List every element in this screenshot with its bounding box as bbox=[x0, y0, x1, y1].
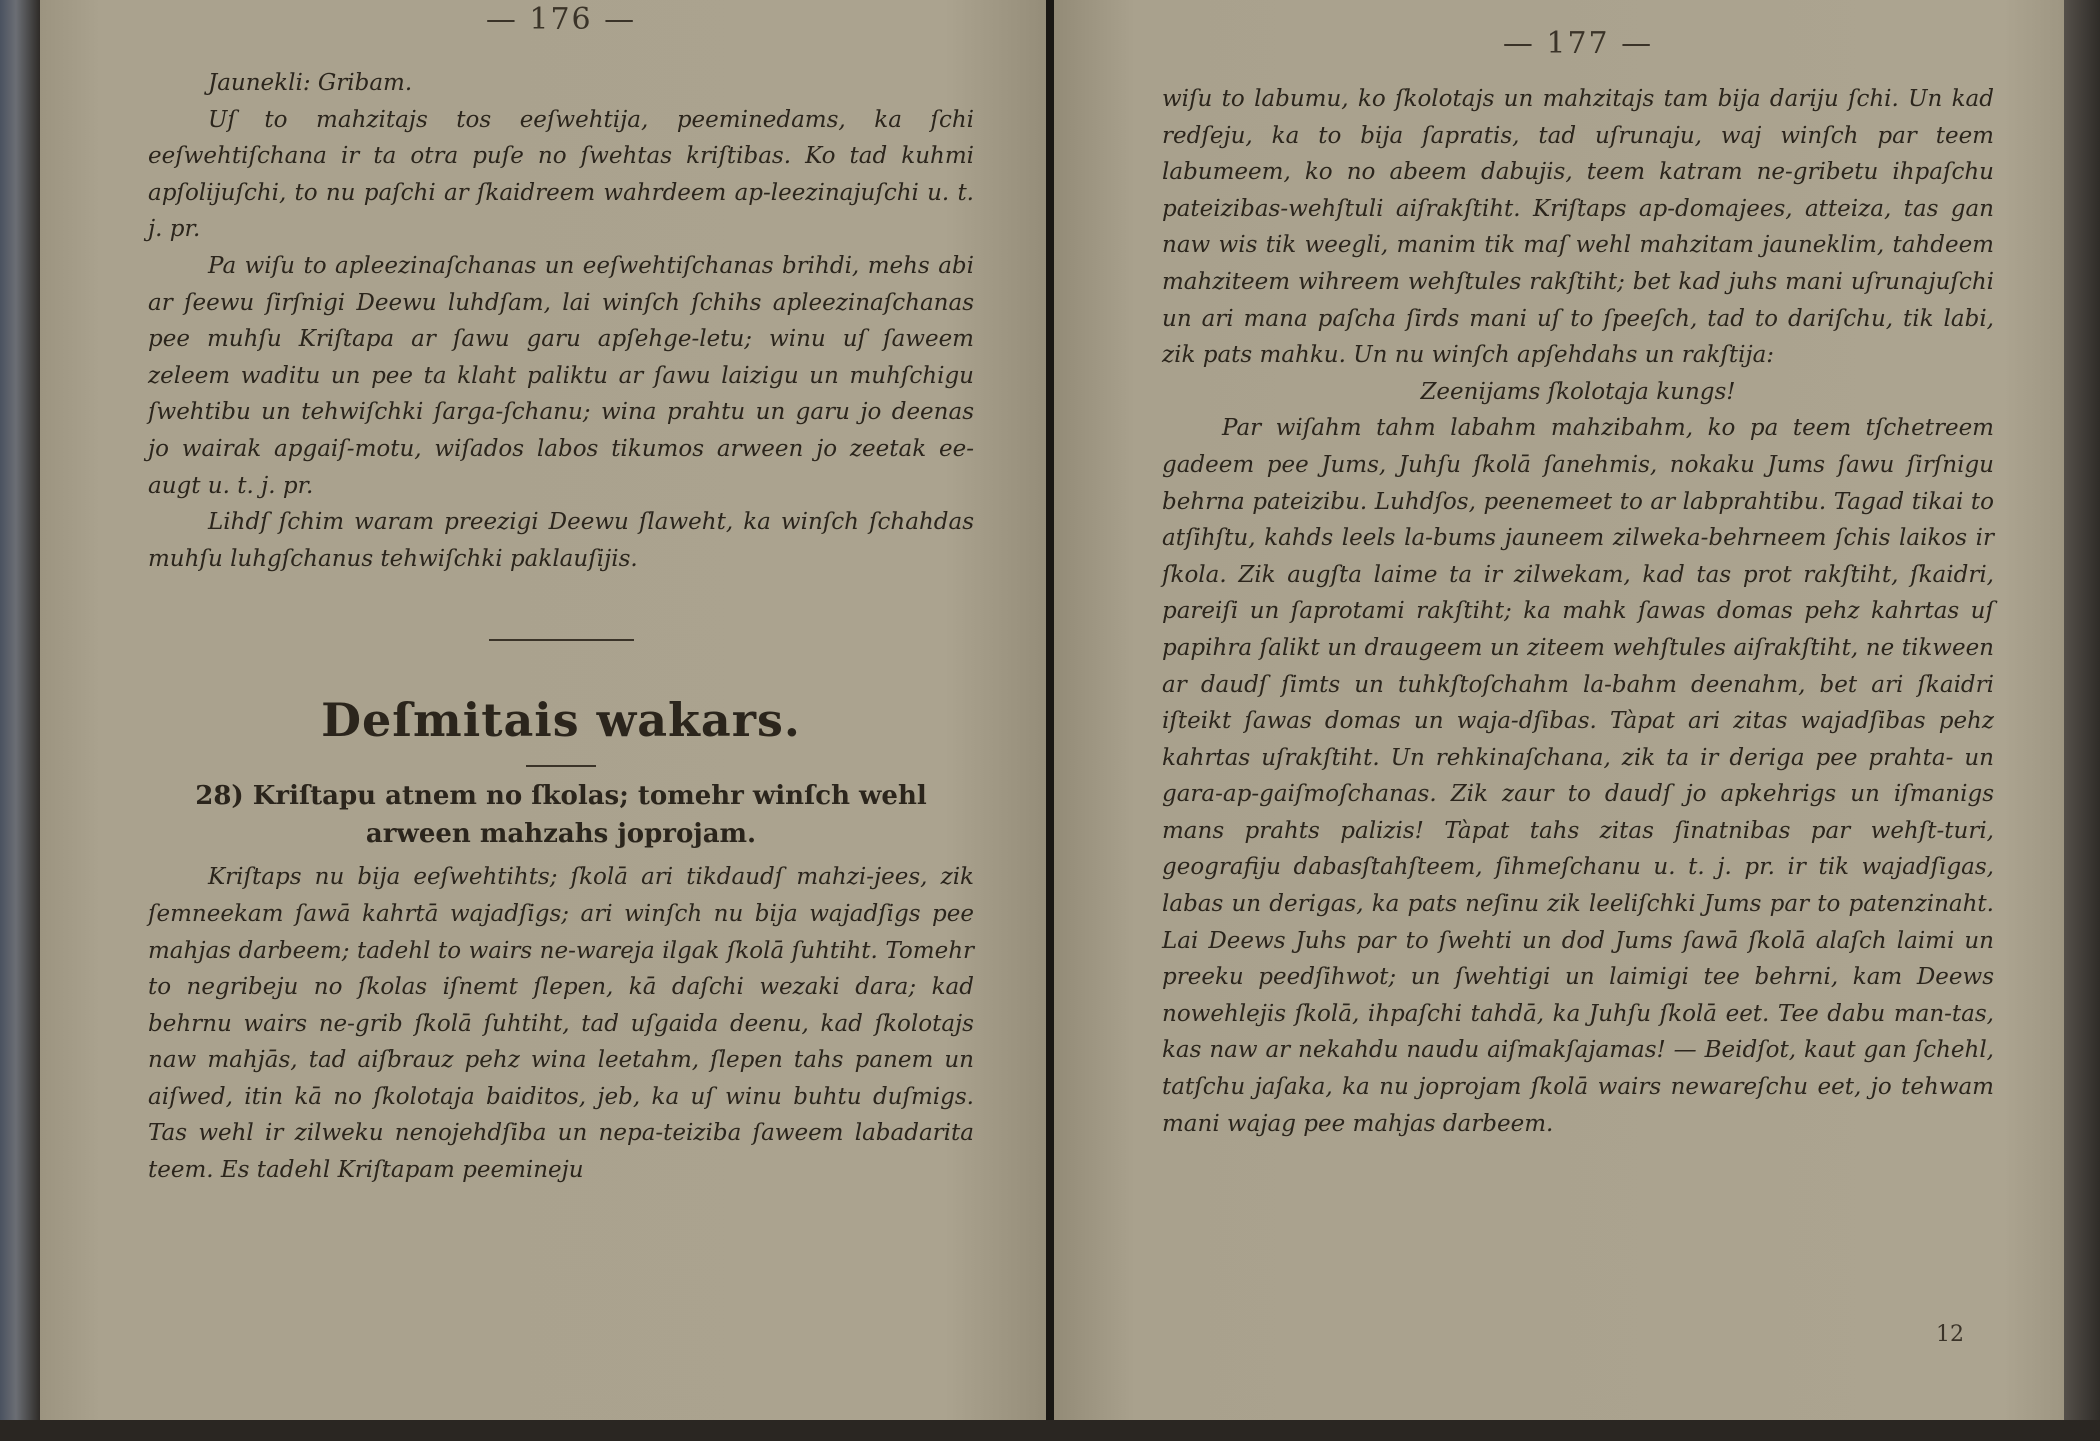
book-edge-bottom bbox=[0, 1420, 2100, 1441]
paragraph: Pa wiſu to apleezinaſchanas un eeſwehtiſchanas brihdi, mehs abi ar ſeewu ſirſnigi Deewu luhdſam, lai winſch ſchihs apleezinaſchanas pee muhſu Kriſtapa ar ſawu garu apſehge-letu; winu uſ ſaweem zeleem waditu un pee ta klaht paliktu ar ſawu laizigu un muhſchigu ſwehtibu un tehwiſchki ſarga-ſchanu; wina prahtu un garu jo deenas jo wairak apgaiſ-motu, wiſados labos tikumos arween jo zeetak ee-augt u. t. j. pr. bbox=[148, 252, 974, 499]
paragraph: Par wiſahm tahm labahm mahzibahm, ko pa teem tſchetreem gadeem pee Jums, Juhſu ſkolā ſanehmis, nokaku Jums ſawu ſirſnigu behrna pateizibu. Luhdſos, peenemeet to ar labprahtibu. Tagad tikai to atſihſtu, kahds leels la-bums jauneem zilweka-behrneem ſchis laikos ir ſkola. Zik augſta laime ta ir zilwekam, kad tas prot rakſtiht, ſkaidri, pareiſi un ſaprotami rakſtiht; ka mahk ſawas domas pehz kahrtas uſ papihra ſalikt un draugeem un ziteem wehſtules aiſrakſtiht, ne tikween ar daudſ ſimts un tuhkſtoſchahm la-bahm deenahm, bet ari ſkaidri iſteikt ſawas domas un waja-dſibas. Tàpat ari zitas wajadſibas pehz kahrtas uſrakſtiht. Un rehkinaſchana, zik ta ir deriga pee prahta- un gara-ap-gaiſmoſchanas. Zik zaur to daudſ jo apkehrigs un iſmanigs mans prahts palizis! Tàpat tahs zitas ſinatnibas par wehſt-turi, geografiju dabasſtahſteem, ſihmeſchanu u. t. j. pr. ir tik wajadſigas, labas un derigas, ka pats neſinu zik leeliſchki Jums par to patenzinaht. Lai Deews Juhs par to ſwehti un dod Jums ſawā ſkolā alaſch laimi un preeku peedſihwot; un ſwehtigi un laimigi tee behrni, kam Deews nowehlejis ſkolā, ihpaſchi tahdā, ka Juhſu ſkolā eet. Tee dabu man-tas, kas naw ar nekahdu naudu aiſmakſajamas! — Beidſot, kaut gan ſchehl, tatſchu jaſaka, ka nu joprojam ſkolā wairs newareſchu eet, jo tehwam mani wajag pee mahjas darbeem. bbox=[1162, 415, 1994, 1137]
page-number-left: — 176 — bbox=[485, 2, 637, 37]
signature-mark: 12 bbox=[1936, 1322, 1964, 1347]
section-divider bbox=[489, 639, 634, 641]
left-page bbox=[40, 0, 1046, 1420]
section-heading: 28) Kriſtapu atnem no ſkolas; tomehr winſch wehl arween mahzahs joprojam. bbox=[195, 781, 927, 850]
paragraph: Uſ to mahzitajs tos eeſwehtija, peeminedams, ka ſchi eeſwehtiſchana ir ta otra puſe no ſwehtas kriſtibas. Ko tad kuhmi apſolijuſchi, to nu paſchi ar ſkaidreem wahrdeem ap-leezinajuſchi u. t. j. pr. bbox=[148, 106, 974, 243]
book-edge-right bbox=[2064, 0, 2100, 1441]
book-edge-left bbox=[0, 0, 40, 1441]
paragraph: Lihdſ ſchim waram preezigi Deewu ſlaweht, ka winſch ſchahdas muhſu luhgſchanus tehwiſchki paklauſijis. bbox=[148, 509, 974, 572]
letter-salutation: Zeenijams ſkolotaja kungs! bbox=[1420, 378, 1736, 405]
paragraph: Kriſtaps nu bija eeſwehtihts; ſkolā ari tikdaudſ mahzi-jees, zik ſemneekam ſawā kahrtā wajadſigs; ari winſch nu bija wajadſigs pee mahjas darbeem; tadehl to wairs ne-wareja ilgak ſkolā ſuhtiht. Tomehr to negribeju no ſkolas iſnemt ſlepen, kā daſchi wezaki dara; kad behrnu wairs ne-grib ſkolā ſuhtiht, tad uſgaida deenu, kad ſkolotajs naw mahjās, tad aiſbrauz pehz wina leetahm, ſlepen tahs panem un aiſwed, itin kā no ſkolotaja baiditos, jeb, ka uſ winu buhtu duſmigs. Tas wehl ir zilweku nenojehdſiba un nepa-teiziba ſaweem labadarita teem. Es tadehl Kriſtapam peemineju bbox=[148, 864, 974, 1184]
paragraph: Jaunekli: Gribam. bbox=[208, 70, 413, 96]
right-page bbox=[1054, 0, 2064, 1420]
book-spine bbox=[1046, 0, 1054, 1441]
title-underline bbox=[526, 765, 596, 767]
chapter-title: Deſmitais wakars. bbox=[321, 693, 801, 748]
page-number-right: — 177 — bbox=[1502, 26, 1654, 61]
paragraph: wiſu to labumu, ko ſkolotajs un mahzitajs tam bija dariju ſchi. Un kad redſeju, ka to bija ſapratis, tad uſrunaju, waj winſch par teem labumeem, ko no abeem dabujis, teem katram ne-gribetu ihpaſchu pateizibas-wehſtuli aiſrakſtiht. Kriſtaps ap-domajees, atteiza, tas gan naw wis tik weegli, manim tik maſ wehl mahzitam jauneklim, tahdeem mahziteem wihreem wehſtules rakſtiht; bet kad juhs mani uſrunajuſchi un ari mana paſcha ſirds mani uſ to ſpeeſch, tad to dariſchu, tik labi, zik pats mahku. Un nu winſch apſehdahs un rakſtija: bbox=[1162, 86, 1994, 369]
